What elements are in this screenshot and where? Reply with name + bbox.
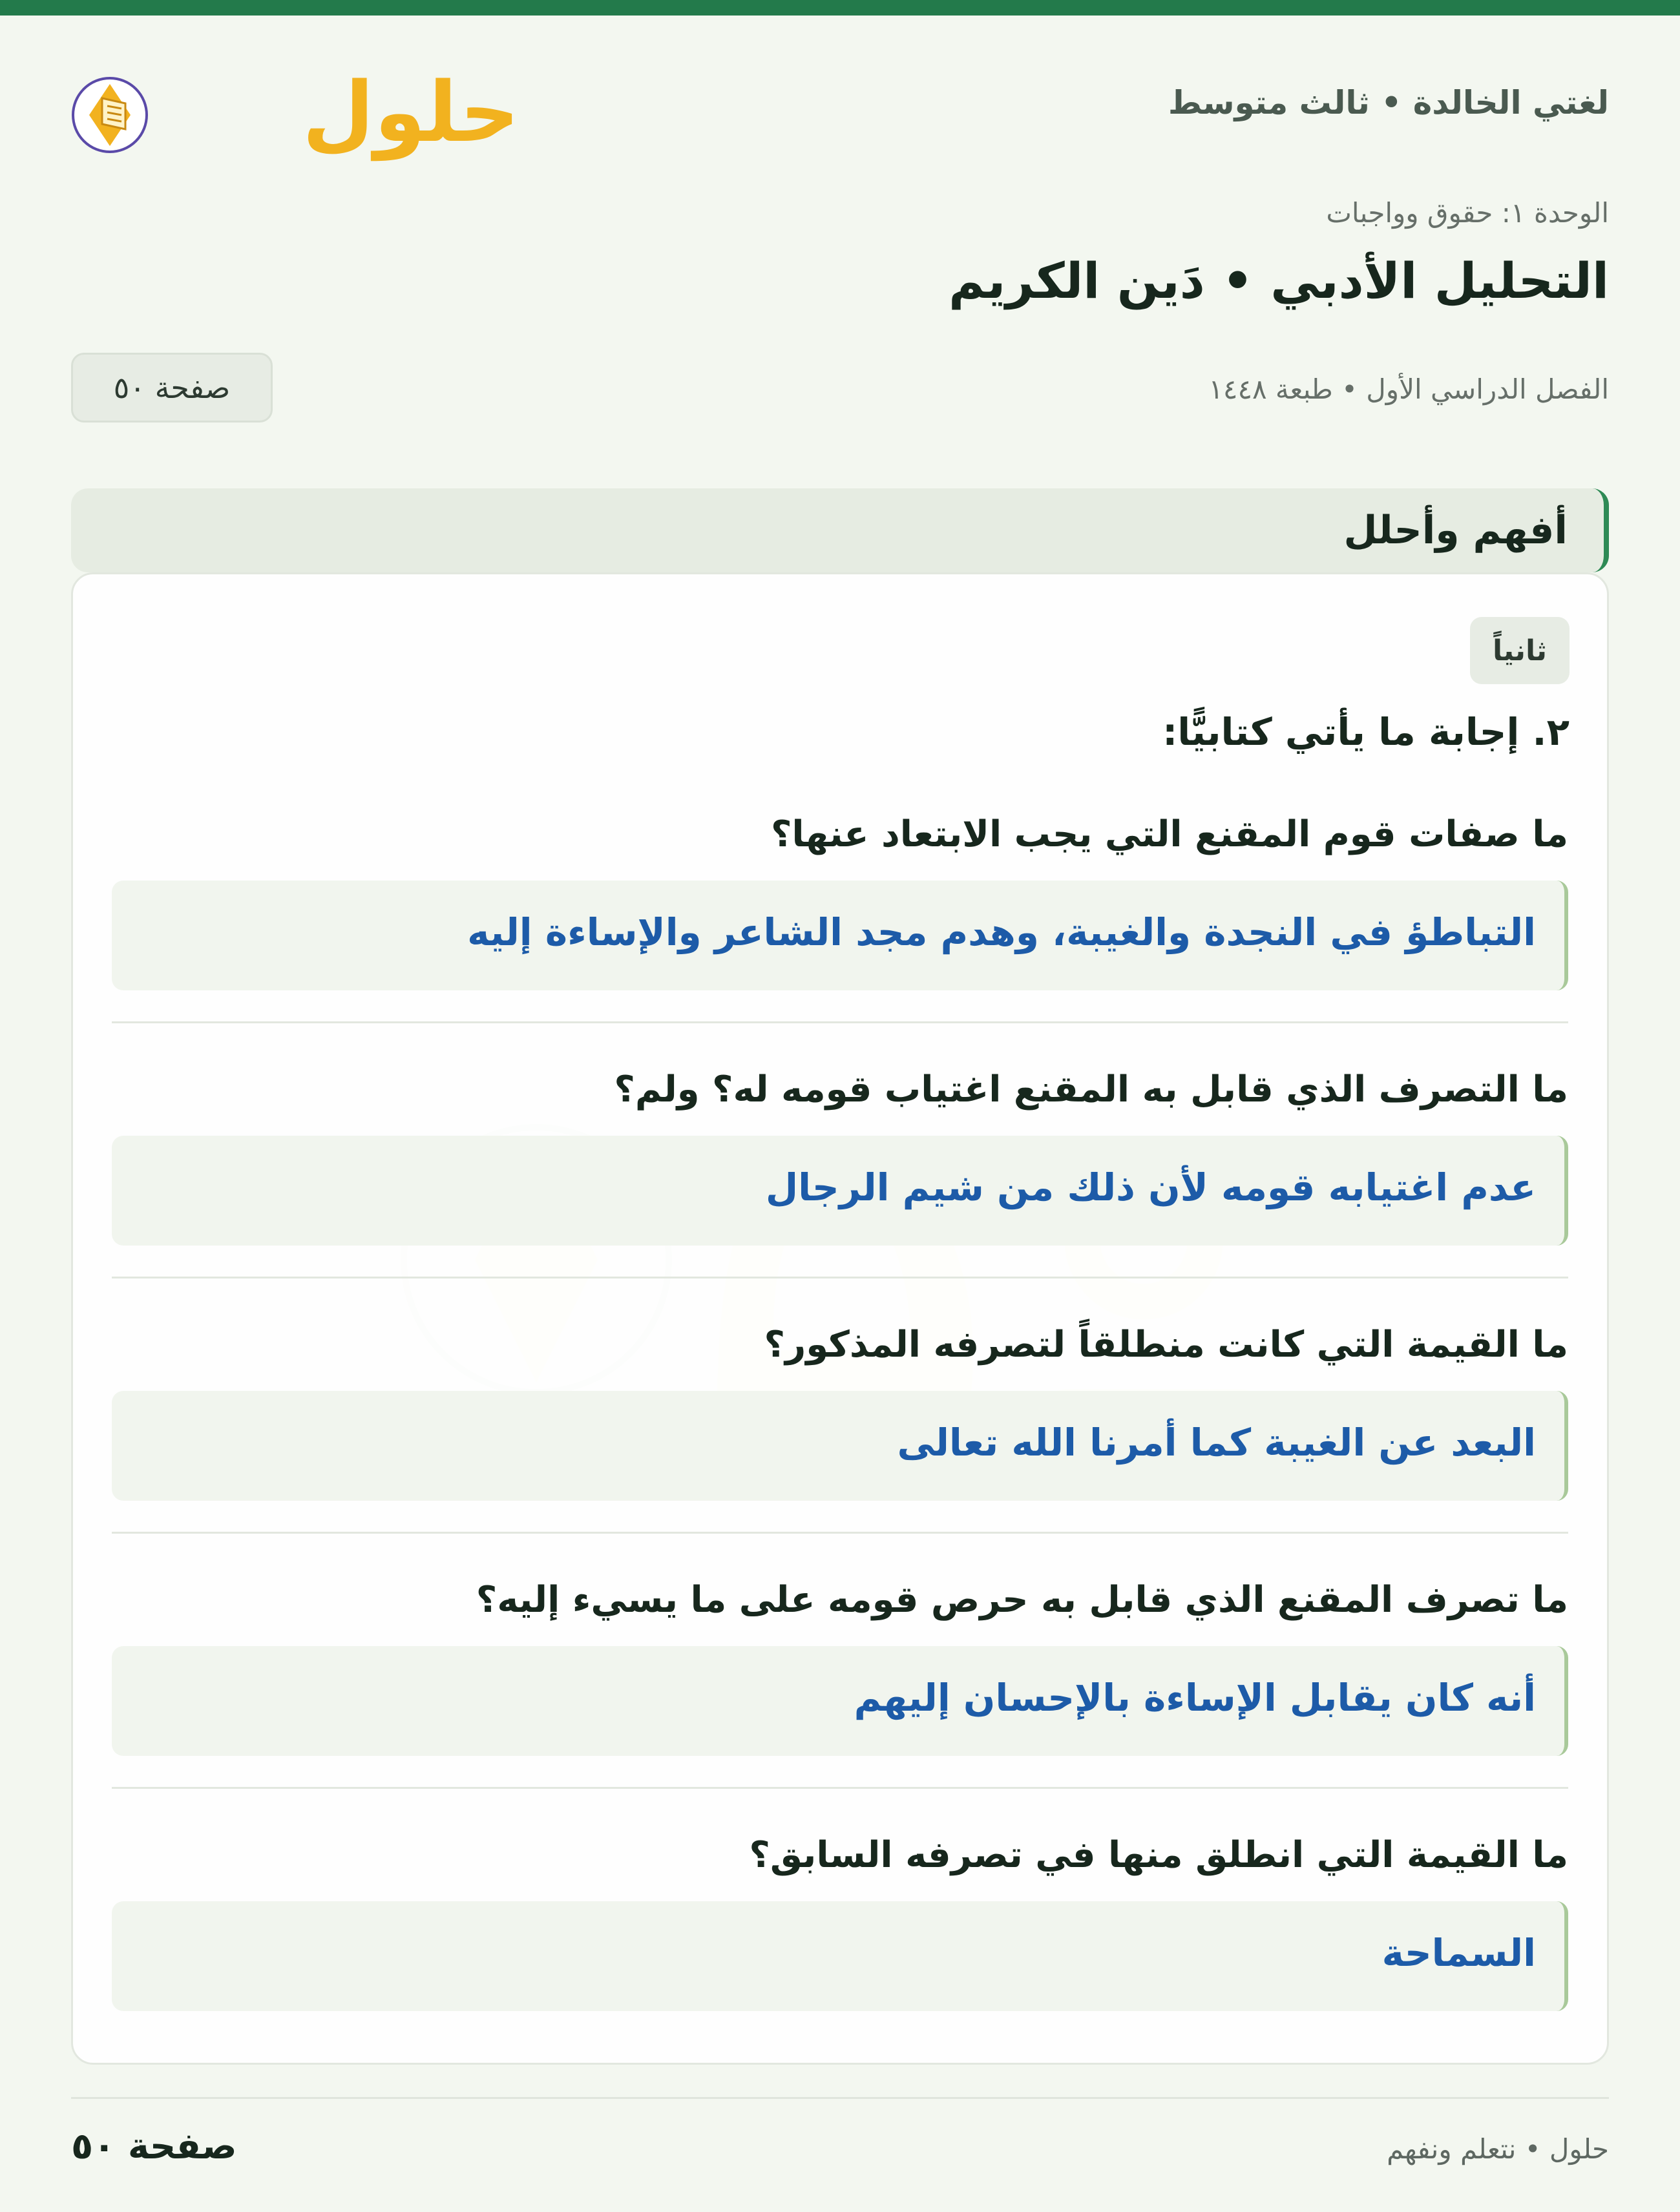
content-card xyxy=(71,572,1609,2065)
instruction-heading: ٢. إجابة ما يأتي كتابيًّا: xyxy=(1162,710,1570,754)
question-text: ما التصرف الذي قابل به المقنع اغتياب قومه له؟ ولم؟ xyxy=(614,1069,1568,1111)
book-diamond-icon xyxy=(71,58,520,162)
page-badge: صفحة ٥٠ xyxy=(71,353,273,423)
divider xyxy=(112,1277,1568,1278)
lesson-title: التحليل الأدبي • دَين الكريم xyxy=(949,252,1609,309)
footer-page-number: صفحة ٥٠ xyxy=(71,2125,237,2167)
qa-item xyxy=(112,1069,1568,1301)
question-text: ما صفات قوم المقنع التي يجب الابتعاد عنها؟ xyxy=(770,813,1568,855)
qa-item xyxy=(112,813,1568,1046)
term-label: الفصل الدراسي الأول • طبعة ١٤٤٨ xyxy=(1208,373,1609,405)
section-badge: ثانياً xyxy=(1470,617,1570,684)
question-text: ما القيمة التي كانت منطلقاً لتصرفه المذكور؟ xyxy=(764,1324,1568,1366)
question-text: ما تصرف المقنع الذي قابل به حرص قومه على ما يسيء إليه؟ xyxy=(476,1579,1568,1621)
page-header xyxy=(71,58,1609,162)
answer-box xyxy=(112,1136,1568,1246)
series-title: لغتي الخالدة • ثالث متوسط xyxy=(1168,84,1609,121)
logo-text: حلول xyxy=(302,65,520,161)
divider xyxy=(112,1532,1568,1534)
divider xyxy=(112,1787,1568,1789)
answer-text: السماحة xyxy=(1381,1931,1536,1975)
unit-label: الوحدة ١: حقوق وواجبات xyxy=(1326,197,1609,229)
answer-box xyxy=(112,881,1568,990)
answer-box xyxy=(112,1646,1568,1756)
top-accent-bar xyxy=(0,0,1680,16)
footer-divider xyxy=(71,2097,1609,2099)
answer-text: عدم اغتيابه قومه لأن ذلك من شيم الرجال xyxy=(765,1165,1536,1209)
footer-brand: حلول • نتعلم ونفهم xyxy=(1387,2133,1609,2165)
answer-box xyxy=(112,1901,1568,2011)
answer-text: أنه كان يقابل الإساءة بالإحسان إليهم xyxy=(854,1676,1536,1720)
answer-box xyxy=(112,1391,1568,1501)
answer-text: البعد عن الغيبة كما أمرنا الله تعالى xyxy=(897,1421,1536,1465)
qa-item xyxy=(112,1834,1568,2067)
question-text: ما القيمة التي انطلق منها في تصرفه السابق؟ xyxy=(749,1834,1568,1876)
section-title: أفهم وأحلل xyxy=(1343,508,1568,553)
qa-item xyxy=(112,1324,1568,1556)
answer-text: التباطؤ في النجدة والغيبة، وهدم مجد الشاعر والإساءة إليه xyxy=(467,910,1536,954)
section-header xyxy=(71,488,1609,572)
qa-item xyxy=(112,1579,1568,1811)
divider xyxy=(112,1021,1568,1023)
